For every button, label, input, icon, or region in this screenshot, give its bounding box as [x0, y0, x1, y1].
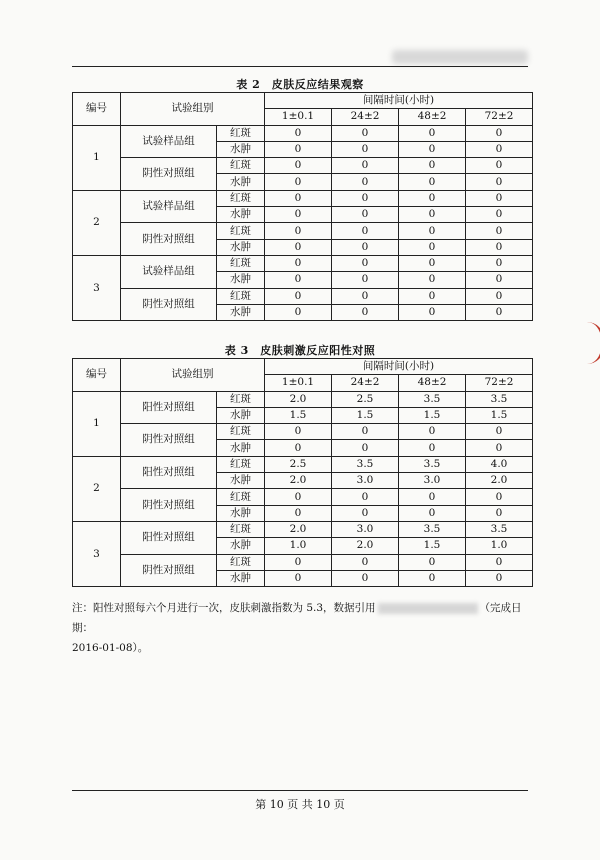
table-row — [73, 125, 533, 141]
cell-item: 红斑 — [217, 223, 265, 239]
cell-value: 0 — [265, 158, 332, 174]
cell-item: 红斑 — [217, 391, 265, 407]
cell-value: 0 — [265, 223, 332, 239]
cell-value: 0 — [332, 158, 399, 174]
cell-value: 0 — [466, 190, 533, 206]
cell-value: 0 — [399, 272, 466, 288]
cell-value: 0 — [466, 554, 533, 570]
cell-value: 2.0 — [466, 473, 533, 489]
cell-item: 红斑 — [217, 521, 265, 537]
cell-value: 2.5 — [332, 391, 399, 407]
table-row — [73, 489, 533, 505]
table-row — [73, 190, 533, 206]
red-stamp-edge — [587, 322, 600, 364]
cell-value: 0 — [332, 223, 399, 239]
cell-value: 0 — [466, 272, 533, 288]
cell-value: 0 — [466, 239, 533, 255]
cell-value: 2.0 — [265, 391, 332, 407]
cell-value: 0 — [265, 239, 332, 255]
cell-value: 1.5 — [399, 538, 466, 554]
cell-group: 阳性对照组 — [121, 391, 217, 424]
header-rule — [72, 66, 528, 67]
redacted-source — [378, 603, 478, 614]
cell-group: 阴性对照组 — [121, 223, 217, 256]
cell-group: 试验样品组 — [121, 255, 217, 288]
cell-value: 1.5 — [399, 407, 466, 423]
table-row — [73, 288, 533, 304]
cell-value: 3.5 — [466, 521, 533, 537]
table-row — [73, 223, 533, 239]
cell-value: 0 — [466, 223, 533, 239]
cell-value: 2.0 — [332, 538, 399, 554]
cell-value: 0 — [265, 440, 332, 456]
cell-no: 1 — [73, 391, 121, 456]
table2 — [72, 92, 533, 321]
cell-item: 水肿 — [217, 207, 265, 223]
cell-item: 红斑 — [217, 255, 265, 271]
cell-item: 水肿 — [217, 239, 265, 255]
cell-item: 红斑 — [217, 158, 265, 174]
cell-group: 阴性对照组 — [121, 288, 217, 321]
cell-group: 阳性对照组 — [121, 521, 217, 554]
cell-value: 0 — [399, 304, 466, 320]
cell-value: 0 — [399, 190, 466, 206]
cell-value: 0 — [265, 304, 332, 320]
header-no: 编号 — [73, 93, 121, 126]
cell-group: 试验样品组 — [121, 125, 217, 158]
cell-value: 0 — [399, 141, 466, 157]
cell-value: 2.5 — [265, 456, 332, 472]
header-time: 72±2 — [466, 375, 533, 391]
cell-value: 4.0 — [466, 456, 533, 472]
cell-item: 红斑 — [217, 489, 265, 505]
cell-value: 0 — [466, 440, 533, 456]
cell-group: 阴性对照组 — [121, 489, 217, 522]
cell-value: 0 — [399, 440, 466, 456]
table3 — [72, 358, 533, 587]
cell-value: 0 — [332, 288, 399, 304]
cell-value: 0 — [332, 207, 399, 223]
header-time: 48±2 — [399, 375, 466, 391]
table-row — [73, 521, 533, 537]
cell-group: 阴性对照组 — [121, 424, 217, 457]
cell-value: 1.5 — [466, 407, 533, 423]
cell-value: 0 — [265, 174, 332, 190]
table2-caption: 表 2 皮肤反应结果观察 — [236, 78, 364, 91]
cell-item: 水肿 — [217, 141, 265, 157]
cell-item: 水肿 — [217, 570, 265, 586]
header-group: 试验组别 — [121, 93, 265, 126]
cell-value: 3.5 — [399, 391, 466, 407]
redacted-header — [392, 50, 528, 64]
cell-item: 水肿 — [217, 505, 265, 521]
footnote-prefix: 注：阳性对照每六个月进行一次，皮肤刺激指数为 5.3，数据引用 — [72, 602, 376, 614]
cell-no: 3 — [73, 521, 121, 586]
cell-value: 0 — [399, 158, 466, 174]
table3-caption: 表 3 皮肤刺激反应阳性对照 — [224, 344, 376, 357]
cell-item: 水肿 — [217, 473, 265, 489]
header-time: 24±2 — [332, 375, 399, 391]
header-time: 1±0.1 — [265, 109, 332, 125]
header-interval: 间隔时间(小时) — [265, 359, 533, 375]
cell-value: 1.0 — [265, 538, 332, 554]
cell-value: 0 — [265, 125, 332, 141]
cell-item: 红斑 — [217, 125, 265, 141]
cell-no: 2 — [73, 456, 121, 521]
footnote-date: 2016-01-08）。 — [72, 642, 149, 654]
page-number: 第 10 页 共 10 页 — [255, 798, 345, 811]
cell-value: 0 — [466, 288, 533, 304]
cell-value: 0 — [399, 489, 466, 505]
cell-item: 水肿 — [217, 538, 265, 554]
table-row — [73, 391, 533, 407]
footnote — [72, 598, 542, 658]
cell-value: 1.5 — [265, 407, 332, 423]
cell-value: 0 — [265, 255, 332, 271]
cell-value: 1.0 — [466, 538, 533, 554]
cell-no: 1 — [73, 125, 121, 190]
cell-item: 水肿 — [217, 407, 265, 423]
cell-value: 0 — [466, 424, 533, 440]
cell-value: 0 — [332, 505, 399, 521]
footnote-suffix: （完成日期： — [72, 602, 522, 634]
cell-value: 3.5 — [466, 391, 533, 407]
cell-no: 2 — [73, 190, 121, 255]
header-time: 24±2 — [332, 109, 399, 125]
cell-value: 0 — [399, 255, 466, 271]
cell-value: 0 — [332, 141, 399, 157]
cell-value: 3.5 — [332, 456, 399, 472]
cell-item: 红斑 — [217, 554, 265, 570]
cell-value: 0 — [332, 424, 399, 440]
cell-group: 阴性对照组 — [121, 554, 217, 587]
cell-value: 0 — [399, 125, 466, 141]
cell-value: 0 — [332, 440, 399, 456]
cell-group: 试验样品组 — [121, 190, 217, 223]
cell-value: 0 — [466, 207, 533, 223]
cell-value: 0 — [265, 505, 332, 521]
cell-item: 水肿 — [217, 440, 265, 456]
table-row — [73, 158, 533, 174]
cell-group: 阴性对照组 — [121, 158, 217, 191]
cell-value: 0 — [399, 207, 466, 223]
cell-value: 0 — [399, 288, 466, 304]
header-interval: 间隔时间(小时) — [265, 93, 533, 109]
cell-value: 0 — [466, 489, 533, 505]
cell-value: 0 — [332, 125, 399, 141]
cell-value: 0 — [332, 554, 399, 570]
cell-item: 红斑 — [217, 456, 265, 472]
header-time: 48±2 — [399, 109, 466, 125]
cell-value: 0 — [399, 570, 466, 586]
table-row — [73, 255, 533, 271]
cell-value: 3.0 — [332, 521, 399, 537]
cell-item: 水肿 — [217, 304, 265, 320]
cell-value: 0 — [466, 158, 533, 174]
cell-item: 红斑 — [217, 424, 265, 440]
cell-no: 3 — [73, 255, 121, 320]
cell-value: 0 — [466, 141, 533, 157]
cell-value: 3.5 — [399, 456, 466, 472]
cell-value: 0 — [466, 255, 533, 271]
cell-value: 0 — [332, 272, 399, 288]
cell-item: 红斑 — [217, 190, 265, 206]
header-group: 试验组别 — [121, 359, 265, 392]
cell-value: 0 — [332, 190, 399, 206]
cell-value: 1.5 — [332, 407, 399, 423]
footer-rule — [72, 790, 528, 791]
cell-value: 0 — [466, 570, 533, 586]
cell-value: 0 — [399, 223, 466, 239]
cell-value: 0 — [265, 141, 332, 157]
table-row — [73, 424, 533, 440]
cell-value: 3.5 — [399, 521, 466, 537]
cell-value: 0 — [265, 489, 332, 505]
cell-value: 0 — [466, 174, 533, 190]
cell-value: 0 — [399, 174, 466, 190]
cell-item: 水肿 — [217, 272, 265, 288]
cell-value: 0 — [466, 505, 533, 521]
header-time: 72±2 — [466, 109, 533, 125]
cell-value: 0 — [466, 304, 533, 320]
cell-item: 红斑 — [217, 288, 265, 304]
cell-value: 0 — [399, 424, 466, 440]
cell-value: 0 — [332, 255, 399, 271]
cell-group: 阳性对照组 — [121, 456, 217, 489]
cell-value: 2.0 — [265, 521, 332, 537]
cell-value: 3.0 — [399, 473, 466, 489]
cell-item: 水肿 — [217, 174, 265, 190]
cell-value: 0 — [265, 570, 332, 586]
table-header-row — [73, 93, 533, 109]
header-time: 1±0.1 — [265, 375, 332, 391]
cell-value: 0 — [332, 239, 399, 255]
cell-value: 0 — [399, 554, 466, 570]
cell-value: 0 — [265, 288, 332, 304]
cell-value: 0 — [265, 190, 332, 206]
cell-value: 0 — [265, 272, 332, 288]
cell-value: 0 — [332, 489, 399, 505]
cell-value: 0 — [466, 125, 533, 141]
cell-value: 0 — [265, 207, 332, 223]
cell-value: 0 — [265, 554, 332, 570]
table-row — [73, 456, 533, 472]
cell-value: 2.0 — [265, 473, 332, 489]
table-header-row — [73, 359, 533, 375]
cell-value: 0 — [332, 570, 399, 586]
cell-value: 0 — [332, 174, 399, 190]
table-row — [73, 554, 533, 570]
header-no: 编号 — [73, 359, 121, 392]
cell-value: 0 — [399, 239, 466, 255]
cell-value: 0 — [265, 424, 332, 440]
cell-value: 0 — [399, 505, 466, 521]
cell-value: 3.0 — [332, 473, 399, 489]
cell-value: 0 — [332, 304, 399, 320]
